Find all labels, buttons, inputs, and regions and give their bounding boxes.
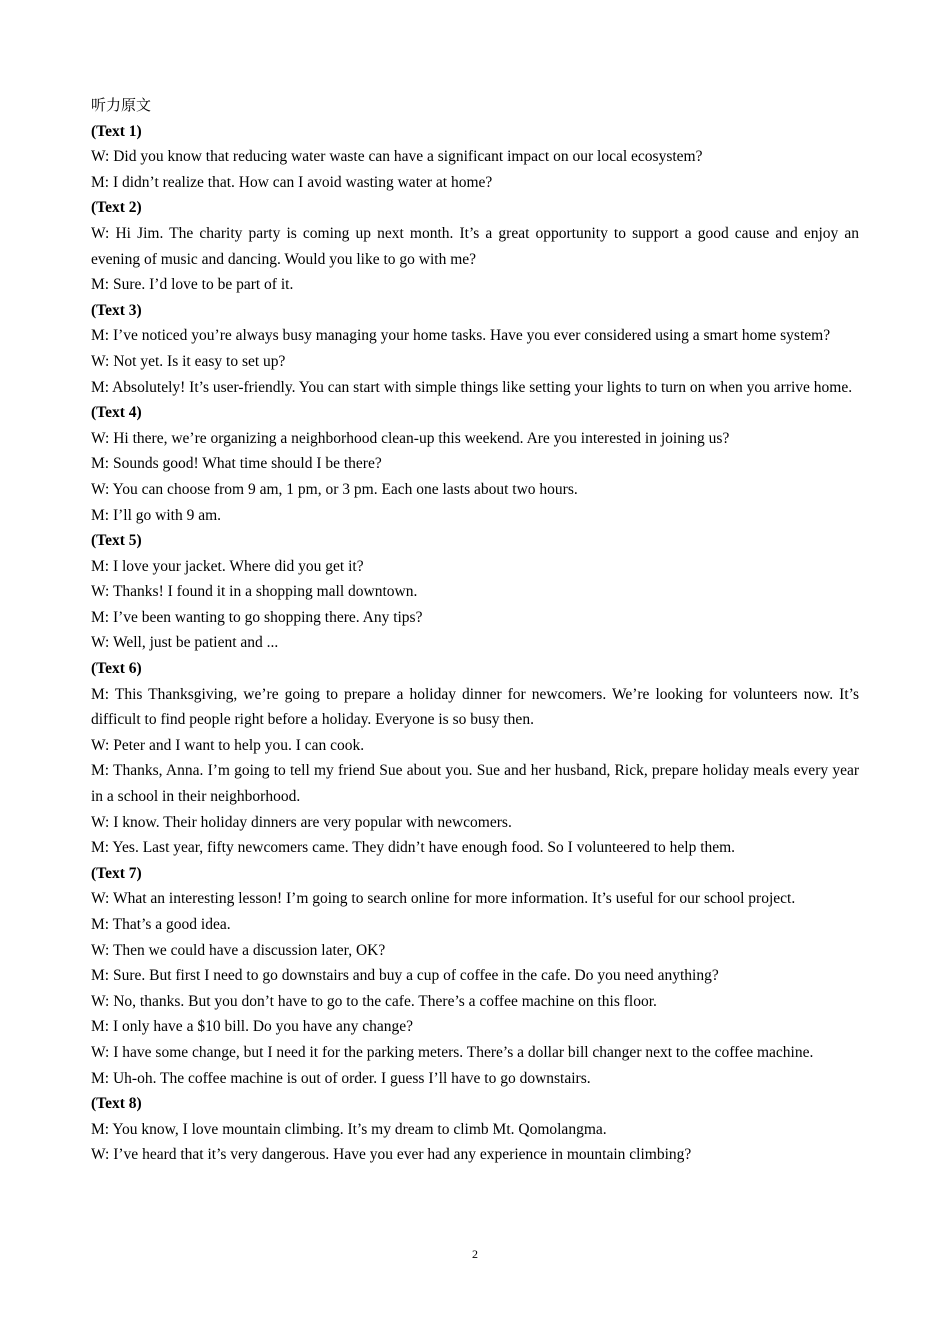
dialogue-line: W: Then we could have a discussion later, OK? xyxy=(91,941,386,959)
dialogue-line: M: Yes. Last year, fifty newcomers came. They didn’t have enough food. So I volunteered to help them. xyxy=(91,839,736,857)
dialogue-line: W: Well, just be patient and ... xyxy=(91,634,279,652)
dialogue-line: W: I’ve heard that it’s very dangerous. Have you ever had any experience in mountain climbing? xyxy=(91,1146,692,1164)
dialogue-line: W: I know. Their holiday dinners are very popular with newcomers. xyxy=(91,813,512,831)
dialogue-line: M: I’ll go with 9 am. xyxy=(91,506,222,524)
dialogue-line: M: You know, I love mountain climbing. It’s my dream to climb Mt. Qomolangma. xyxy=(91,1120,607,1138)
dialogue-line: M: This Thanksgiving, we’re going to prepare a holiday dinner for newcomers. We’re looking for volunteers now. It’s difficult to find people right before a holiday. Everyone is so busy then. xyxy=(91,685,859,729)
dialogue-line: W: What an interesting lesson! I’m going to search online for more information. It’s useful for our school project. xyxy=(91,890,796,908)
dialogue-line: M: I’ve been wanting to go shopping there. Any tips? xyxy=(91,608,423,626)
page-number: 2 xyxy=(472,1247,478,1261)
dialogue-line: M: Sounds good! What time should I be there? xyxy=(91,455,382,473)
dialogue-line: M: I only have a $10 bill. Do you have any change? xyxy=(91,1018,413,1036)
dialogue-line: M: Uh-oh. The coffee machine is out of order. I guess I’ll have to go downstairs. xyxy=(91,1069,591,1087)
dialogue-line: W: Thanks! I found it in a shopping mall downtown. xyxy=(91,583,418,601)
section-heading: (Text 1) xyxy=(91,122,142,140)
section-heading: (Text 3) xyxy=(91,301,142,319)
dialogue-line: M: I didn’t realize that. How can I avoid wasting water at home? xyxy=(91,173,493,191)
dialogue-line: M: Thanks, Anna. I’m going to tell my friend Sue about you. Sue and her husband, Rick, prepare holiday meals every year in a school in their neighborhood. xyxy=(91,762,859,806)
dialogue-line: M: I love your jacket. Where did you get it? xyxy=(91,557,364,575)
dialogue-line: W: I have some change, but I need it for the parking meters. There’s a dollar bill changer next to the coffee machine. xyxy=(91,1043,814,1061)
page-content xyxy=(91,93,859,1168)
dialogue-line: M: Sure. I’d love to be part of it. xyxy=(91,276,294,294)
dialogue-line: W: Not yet. Is it easy to set up? xyxy=(91,352,286,370)
dialogue-line: W: Did you know that reducing water waste can have a significant impact on our local ecosystem? xyxy=(91,148,703,166)
dialogue-line: M: I’ve noticed you’re always busy managing your home tasks. Have you ever considered using a smart home system? xyxy=(91,327,831,345)
dialogue-line: W: You can choose from 9 am, 1 pm, or 3 pm. Each one lasts about two hours. xyxy=(91,480,578,498)
page-title: 听力原文 xyxy=(91,96,152,114)
dialogue-line: W: Peter and I want to help you. I can cook. xyxy=(91,736,365,754)
dialogue-line: M: Absolutely! It’s user-friendly. You can start with simple things like setting your lights to turn on when you arrive home. xyxy=(91,378,853,396)
dialogue-line: W: Hi there, we’re organizing a neighborhood clean-up this weekend. Are you interested in joining us? xyxy=(91,429,730,447)
dialogue-line: W: Hi Jim. The charity party is coming up next month. It’s a great opportunity to support a good cause and enjoy an evening of music and dancing. Would you like to go with me? xyxy=(91,224,859,268)
section-heading: (Text 7) xyxy=(91,864,142,882)
section-heading: (Text 5) xyxy=(91,532,142,550)
section-heading: (Text 8) xyxy=(91,1095,142,1113)
section-heading: (Text 4) xyxy=(91,404,142,422)
dialogue-line: M: Sure. But first I need to go downstairs and buy a cup of coffee in the cafe. Do you need anything? xyxy=(91,967,719,985)
section-heading: (Text 6) xyxy=(91,660,142,678)
transcript-sections xyxy=(91,119,859,1168)
section-heading: (Text 2) xyxy=(91,199,142,217)
dialogue-line: M: That’s a good idea. xyxy=(91,916,231,933)
dialogue-line: W: No, thanks. But you don’t have to go to the cafe. There’s a coffee machine on this floor. xyxy=(91,992,657,1010)
